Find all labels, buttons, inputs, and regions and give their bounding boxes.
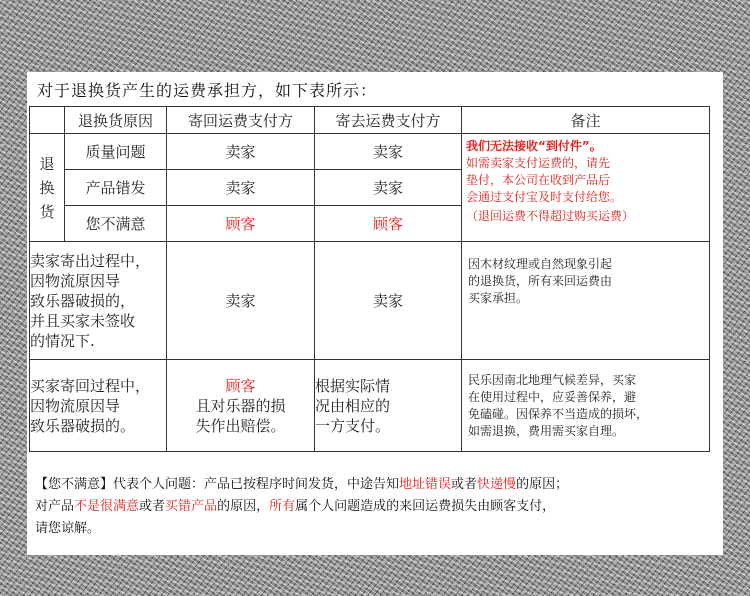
page-heading: 对于退换货产生的运费承担方，如下表所示： (37, 81, 378, 100)
reason-cell: 质量问题 (65, 134, 167, 170)
send-payer-cell: 卖家 (315, 134, 462, 170)
header-reason: 退换货原因 (65, 107, 167, 134)
damage-send-desc: 卖家寄出过程中， 因物流原因导 致乐器破损的， 并且买家未签收 的情况下. (30, 242, 167, 360)
damage-return-return-payer: 顾客 且对乐器的损 失作出赔偿。 (167, 360, 315, 452)
damage-return-send-payer: 根据实际情 况由相应的 一方支付。 (315, 360, 462, 452)
footer-line-1: 【您不满意】代表个人问题：产品已按程序时间发货，中途告知地址错误或者快递慢的原因； (35, 477, 569, 492)
reason-cell: 您不满意 (65, 206, 167, 242)
table-row (30, 134, 710, 170)
note-wood: 因木材纹理或自然现象引起 的退换货，所有来回运费由 买家承担。 (462, 242, 710, 360)
note-climate: 民乐因南北地理气候差异，买家 在使用过程中，应妥善保养，避 免磕碰。因保养不当造成的损坏， 如需退换，费用需买家自理。 (462, 360, 710, 452)
footer-note (35, 474, 725, 540)
header-send-payer: 寄去运费支付方 (315, 107, 462, 134)
damage-send-return-payer: 卖家 (167, 242, 315, 360)
return-payer-cell: 卖家 (167, 170, 315, 206)
send-payer-cell: 卖家 (315, 170, 462, 206)
return-payer-cell: 顾客 (167, 206, 315, 242)
shipping-policy-card (27, 72, 723, 555)
header-notes: 备注 (462, 107, 710, 134)
return-payer-cell: 卖家 (167, 134, 315, 170)
header-return-payer: 寄回运费支付方 (167, 107, 315, 134)
shipping-fee-table (29, 106, 710, 452)
damage-return-desc: 买家寄回过程中， 因物流原因导 致乐器破损的。 (30, 360, 167, 452)
return-exchange-label: 退 换 货 (30, 134, 65, 242)
reason-cell: 产品错发 (65, 170, 167, 206)
send-payer-cell: 顾客 (315, 206, 462, 242)
table-row (30, 242, 710, 360)
note-cell-top: 我们无法接收“到付件”。 如需卖家支付运费的，请先 垫付，本公司在收到产品后 会通过支付宝及时支付给您。 （退回运费不得超过购买运费） (462, 134, 710, 242)
table-header-row (30, 107, 710, 134)
footer-line-3: 请您谅解。 (35, 521, 101, 536)
damage-send-send-payer: 卖家 (315, 242, 462, 360)
table-row (30, 360, 710, 452)
footer-line-2: 对产品不是很满意或者买错产品的原因，所有属个人问题造成的来回运费损失由顾客支付， (35, 499, 556, 514)
